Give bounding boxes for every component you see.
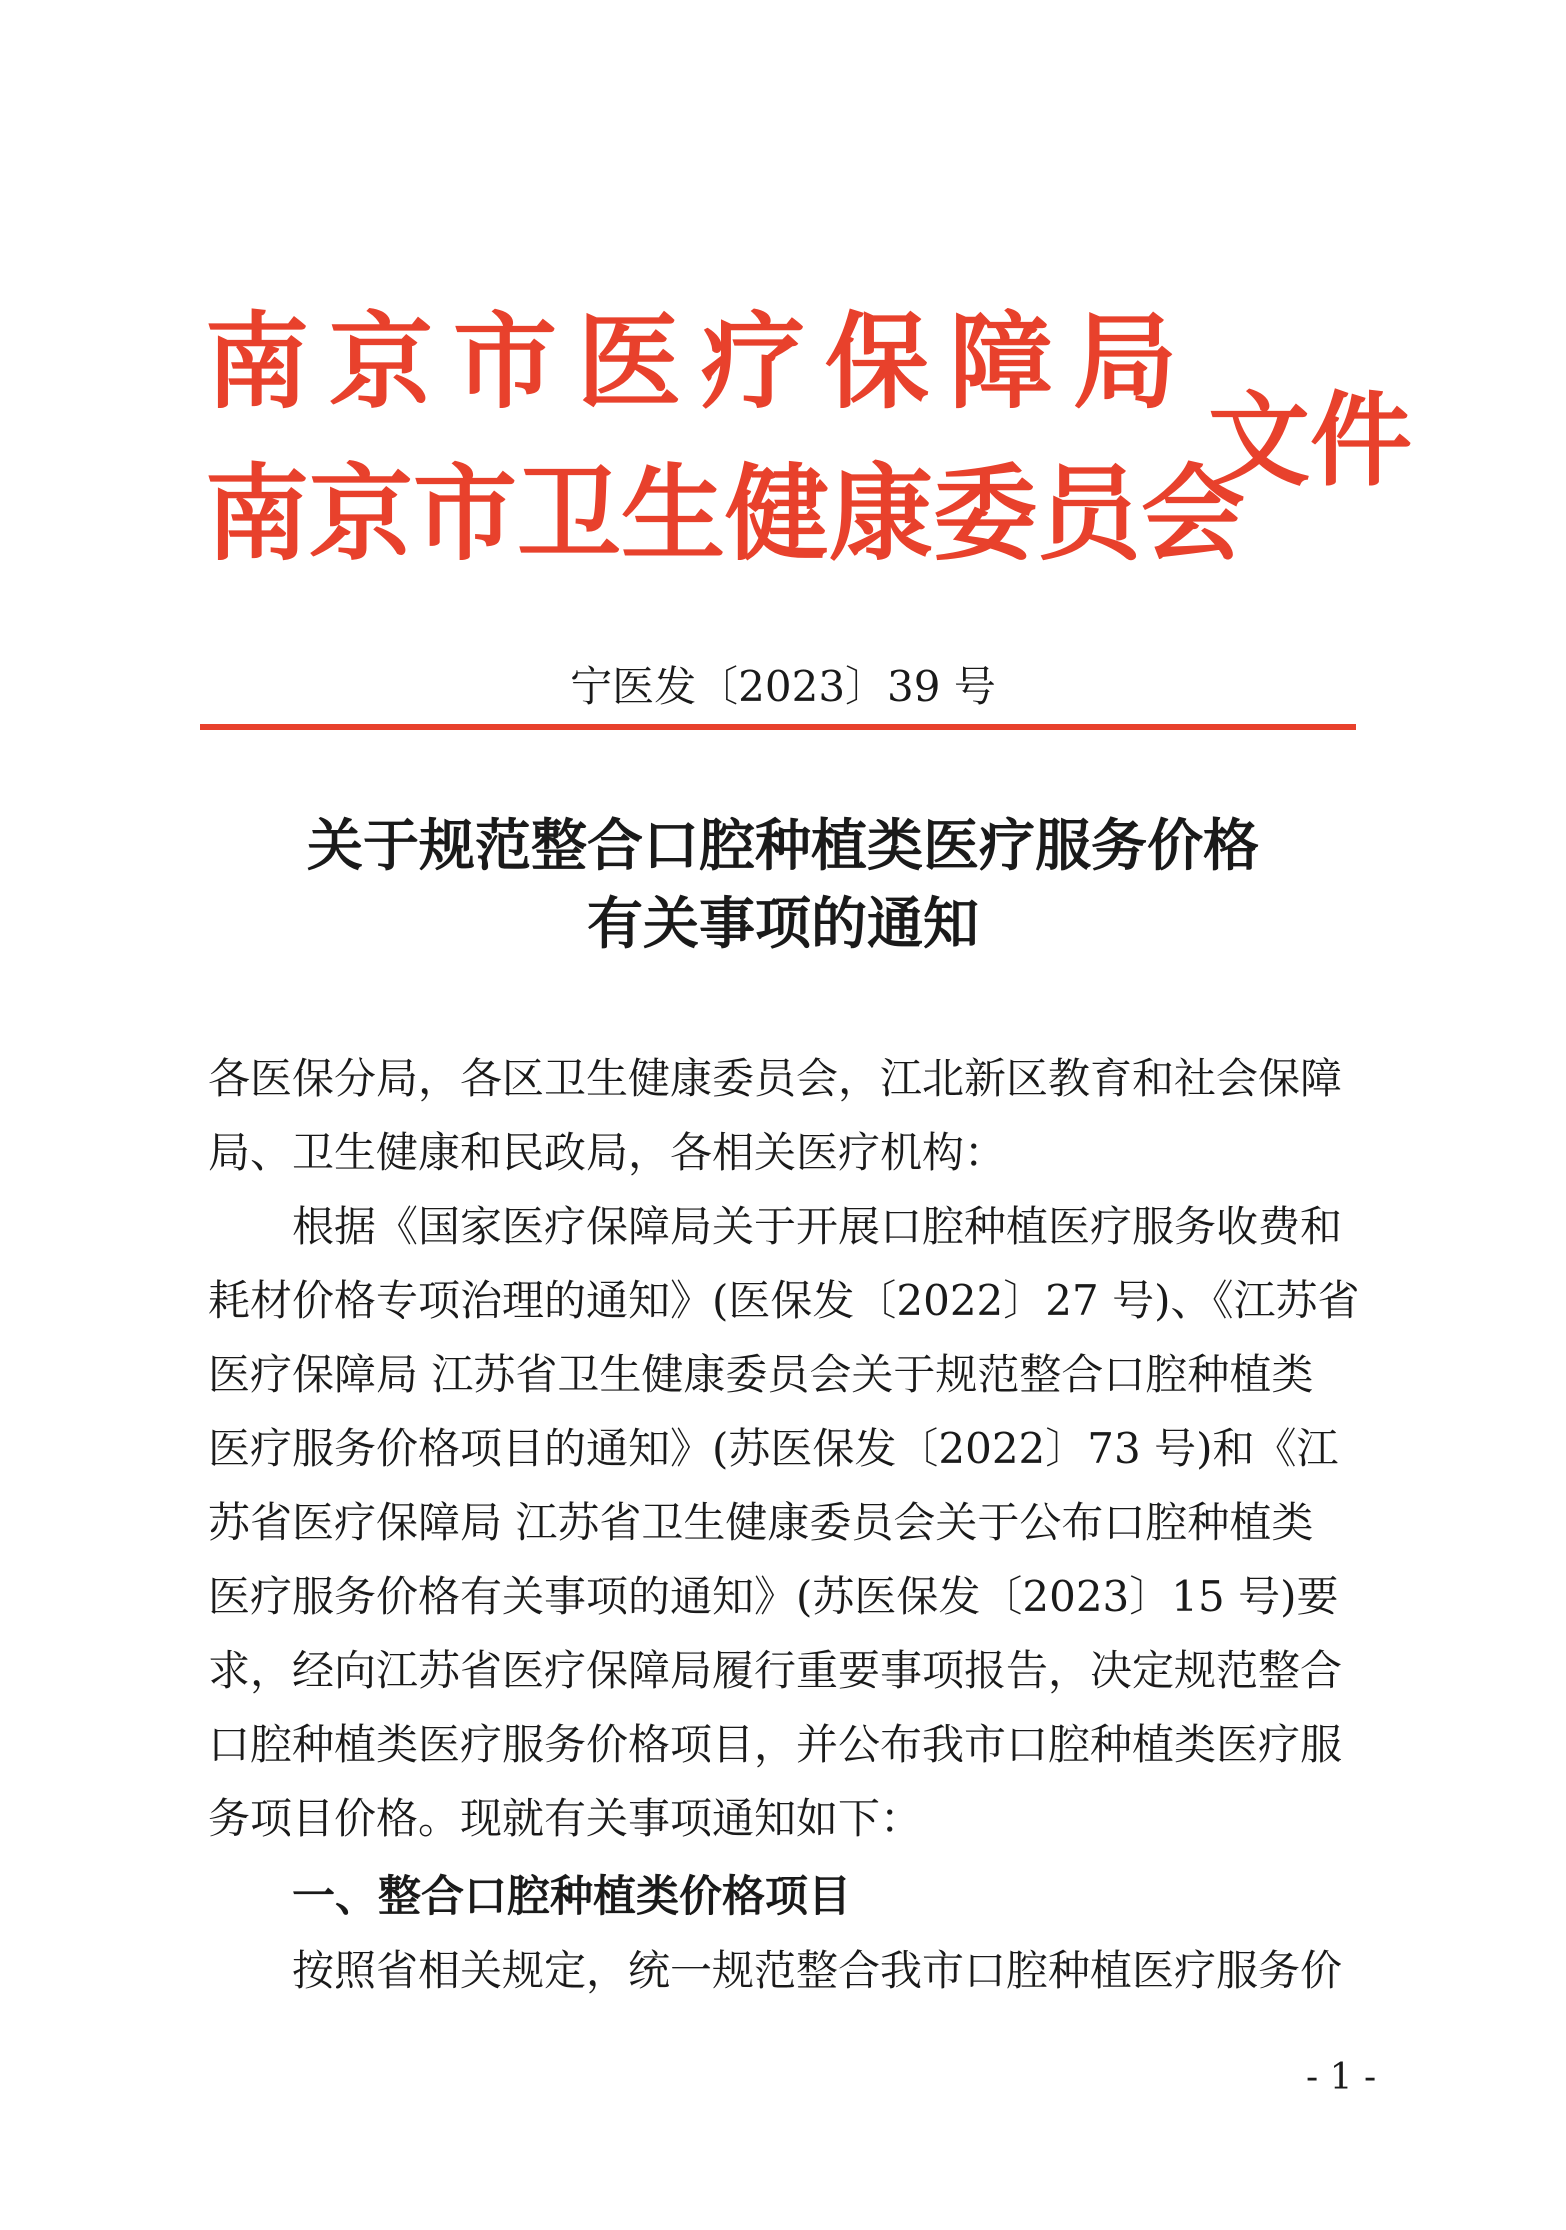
document-type-label: 文件 — [1208, 381, 1412, 501]
body-line: 局、卫生健康和民政局，各相关医疗机构： — [208, 1128, 1007, 1177]
issuer-name-health-commission: 南京市卫生健康委员会 — [205, 452, 1246, 575]
body-line: 耗材价格专项治理的通知》(医保发〔2022〕27 号)、《江苏省 — [208, 1276, 1360, 1325]
body-line: 求，经向江苏省医疗保障局履行重要事项报告，决定规范整合 — [208, 1646, 1343, 1695]
body-line: 按照省相关规定，统一规范整合我市口腔种植医疗服务价 — [292, 1946, 1343, 1995]
page-number: - 1 - — [1306, 2057, 1377, 2098]
document-number: 宁医发〔2023〕39 号 — [570, 662, 996, 711]
header-divider — [200, 724, 1356, 730]
body-line: 医疗服务价格有关事项的通知》(苏医保发〔2023〕15 号)要 — [208, 1572, 1339, 1621]
body-line: 务项目价格。现就有关事项通知如下： — [208, 1794, 923, 1843]
section-heading-1: 一、整合口腔种植类价格项目 — [292, 1872, 851, 1922]
body-line: 医疗服务价格项目的通知》(苏医保发〔2022〕73 号)和《江 — [208, 1424, 1339, 1473]
body-line: 苏省医疗保障局 江苏省卫生健康委员会关于公布口腔种植类 — [208, 1498, 1314, 1547]
document-title-line-1: 关于规范整合口腔种植类医疗服务价格 — [307, 813, 1259, 879]
body-line: 各医保分局，各区卫生健康委员会，江北新区教育和社会保障 — [208, 1054, 1343, 1103]
issuer-name-medical-security-bureau: 南京市医疗保障局 — [205, 300, 1198, 423]
body-line: 根据《国家医疗保障局关于开展口腔种植医疗服务收费和 — [292, 1202, 1343, 1251]
body-line: 口腔种植类医疗服务价格项目，并公布我市口腔种植类医疗服 — [208, 1720, 1343, 1769]
document-title-line-2: 有关事项的通知 — [587, 891, 979, 957]
body-line: 医疗保障局 江苏省卫生健康委员会关于规范整合口腔种植类 — [208, 1350, 1314, 1399]
